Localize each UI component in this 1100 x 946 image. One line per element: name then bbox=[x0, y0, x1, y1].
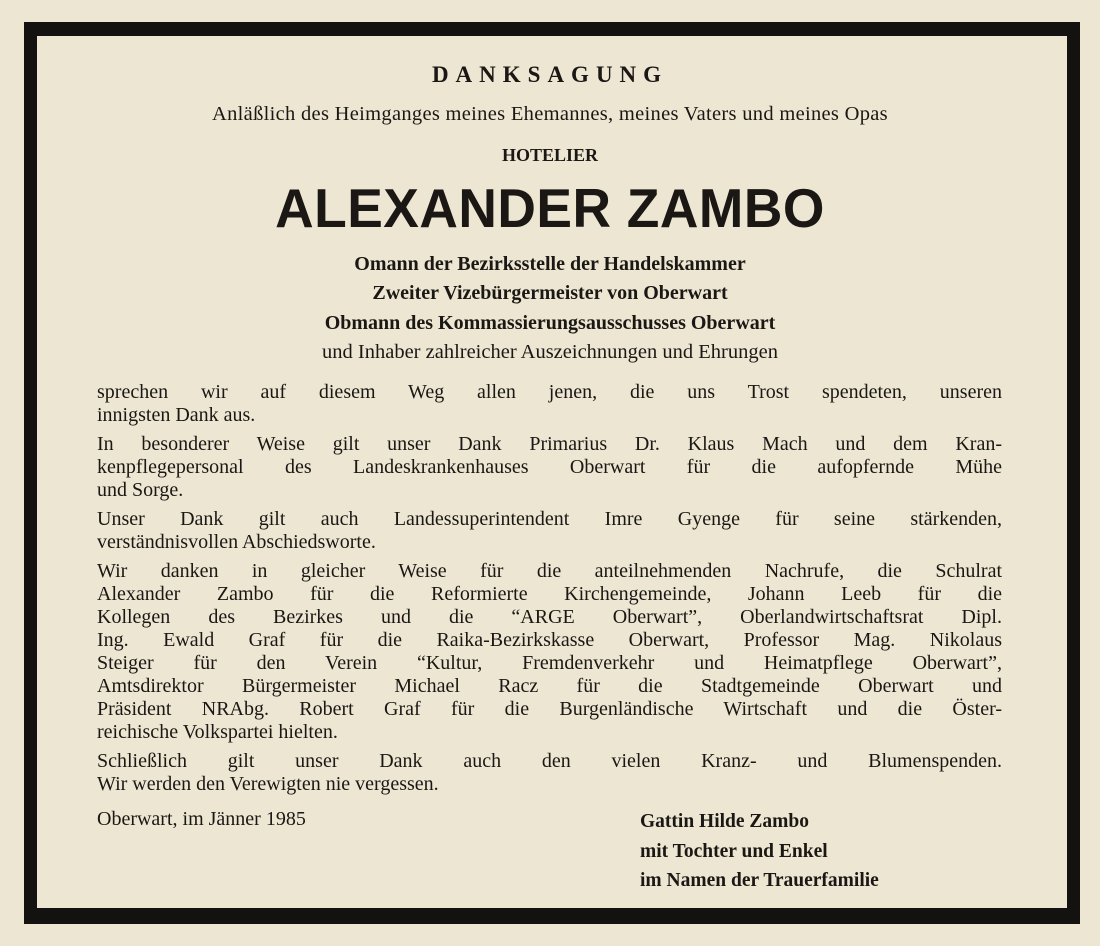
deceased-name: ALEXANDER ZAMBO bbox=[275, 177, 825, 239]
text-line: und Sorge. bbox=[97, 479, 184, 501]
text-line: Wir werden den Verewigten nie vergessen. bbox=[97, 773, 439, 795]
text-line: kenpflegepersonal des Landeskrankenhauses Oberwart für die aufopfernde Mühe bbox=[97, 456, 1002, 478]
text-line: Amtsdirektor Bürgermeister Michael Racz für die Stadtgemeinde Oberwart und bbox=[97, 675, 1002, 697]
paragraph bbox=[97, 508, 1002, 554]
text-line: verständnisvollen Abschiedsworte. bbox=[97, 531, 376, 553]
text-line: reichische Volkspartei hielten. bbox=[97, 721, 338, 743]
text-line: Ing. Ewald Graf für die Raika-Bezirkskasse Oberwart, Professor Mag. Nikolaus bbox=[97, 629, 1002, 651]
title-line: Omann der Bezirksstelle der Handelskammer bbox=[354, 253, 746, 275]
heading: DANKSAGUNG bbox=[431, 62, 669, 87]
text-line: Präsident NRAbg. Robert Graf für die Burgenländische Wirtschaft und die Öster- bbox=[97, 698, 1002, 720]
text-line: Alexander Zambo für die Reformierte Kirchengemeinde, Johann Leeb für die bbox=[97, 583, 1002, 605]
signature-line: Gattin Hilde Zambo bbox=[640, 811, 810, 832]
text-line: Schließlich gilt unser Dank auch den vielen Kranz- und Blumenspenden. bbox=[97, 750, 1002, 772]
paragraph bbox=[97, 560, 1002, 744]
text-line: Unser Dank gilt auch Landessuperintendent Imre Gyenge für seine stärkenden, bbox=[97, 508, 1002, 530]
title-line: Zweiter Vizebürgermeister von Oberwart bbox=[372, 282, 728, 304]
text-line: innigsten Dank aus. bbox=[97, 404, 256, 426]
text-line: In besonderer Weise gilt unser Dank Primarius Dr. Klaus Mach und dem Kran- bbox=[97, 433, 1002, 455]
text-line: Wir danken in gleicher Weise für die anteilnehmenden Nachrufe, die Schulrat bbox=[97, 560, 1002, 582]
paragraph bbox=[97, 433, 1002, 502]
place-date: Oberwart, im Jänner 1985 bbox=[97, 808, 306, 830]
title-line: Obmann des Kommassierungsausschusses Oberwart bbox=[324, 312, 776, 334]
paragraph bbox=[97, 381, 1002, 427]
text-line: Kollegen des Bezirkes und die “ARGE Oberwart”, Oberlandwirtschaftsrat Dipl. bbox=[97, 606, 1002, 628]
body-text bbox=[97, 381, 1002, 802]
text-line: Steiger für den Verein “Kultur, Fremdenverkehr und Heimatpflege Oberwart”, bbox=[97, 652, 1002, 674]
paragraph bbox=[97, 750, 1002, 796]
profession: HOTELIER bbox=[501, 145, 599, 165]
intro-line: Anläßlich des Heimganges meines Ehemannes, meines Vaters und meines Opas bbox=[212, 103, 888, 125]
text-line: sprechen wir auf diesem Weg allen jenen, die uns Trost spendeten, unseren bbox=[97, 381, 1002, 403]
signature-line: im Namen der Trauerfamilie bbox=[640, 870, 879, 891]
honors-line: und Inhaber zahlreicher Auszeichnungen und Ehrungen bbox=[322, 341, 778, 363]
signature-line: mit Tochter und Enkel bbox=[640, 841, 828, 862]
